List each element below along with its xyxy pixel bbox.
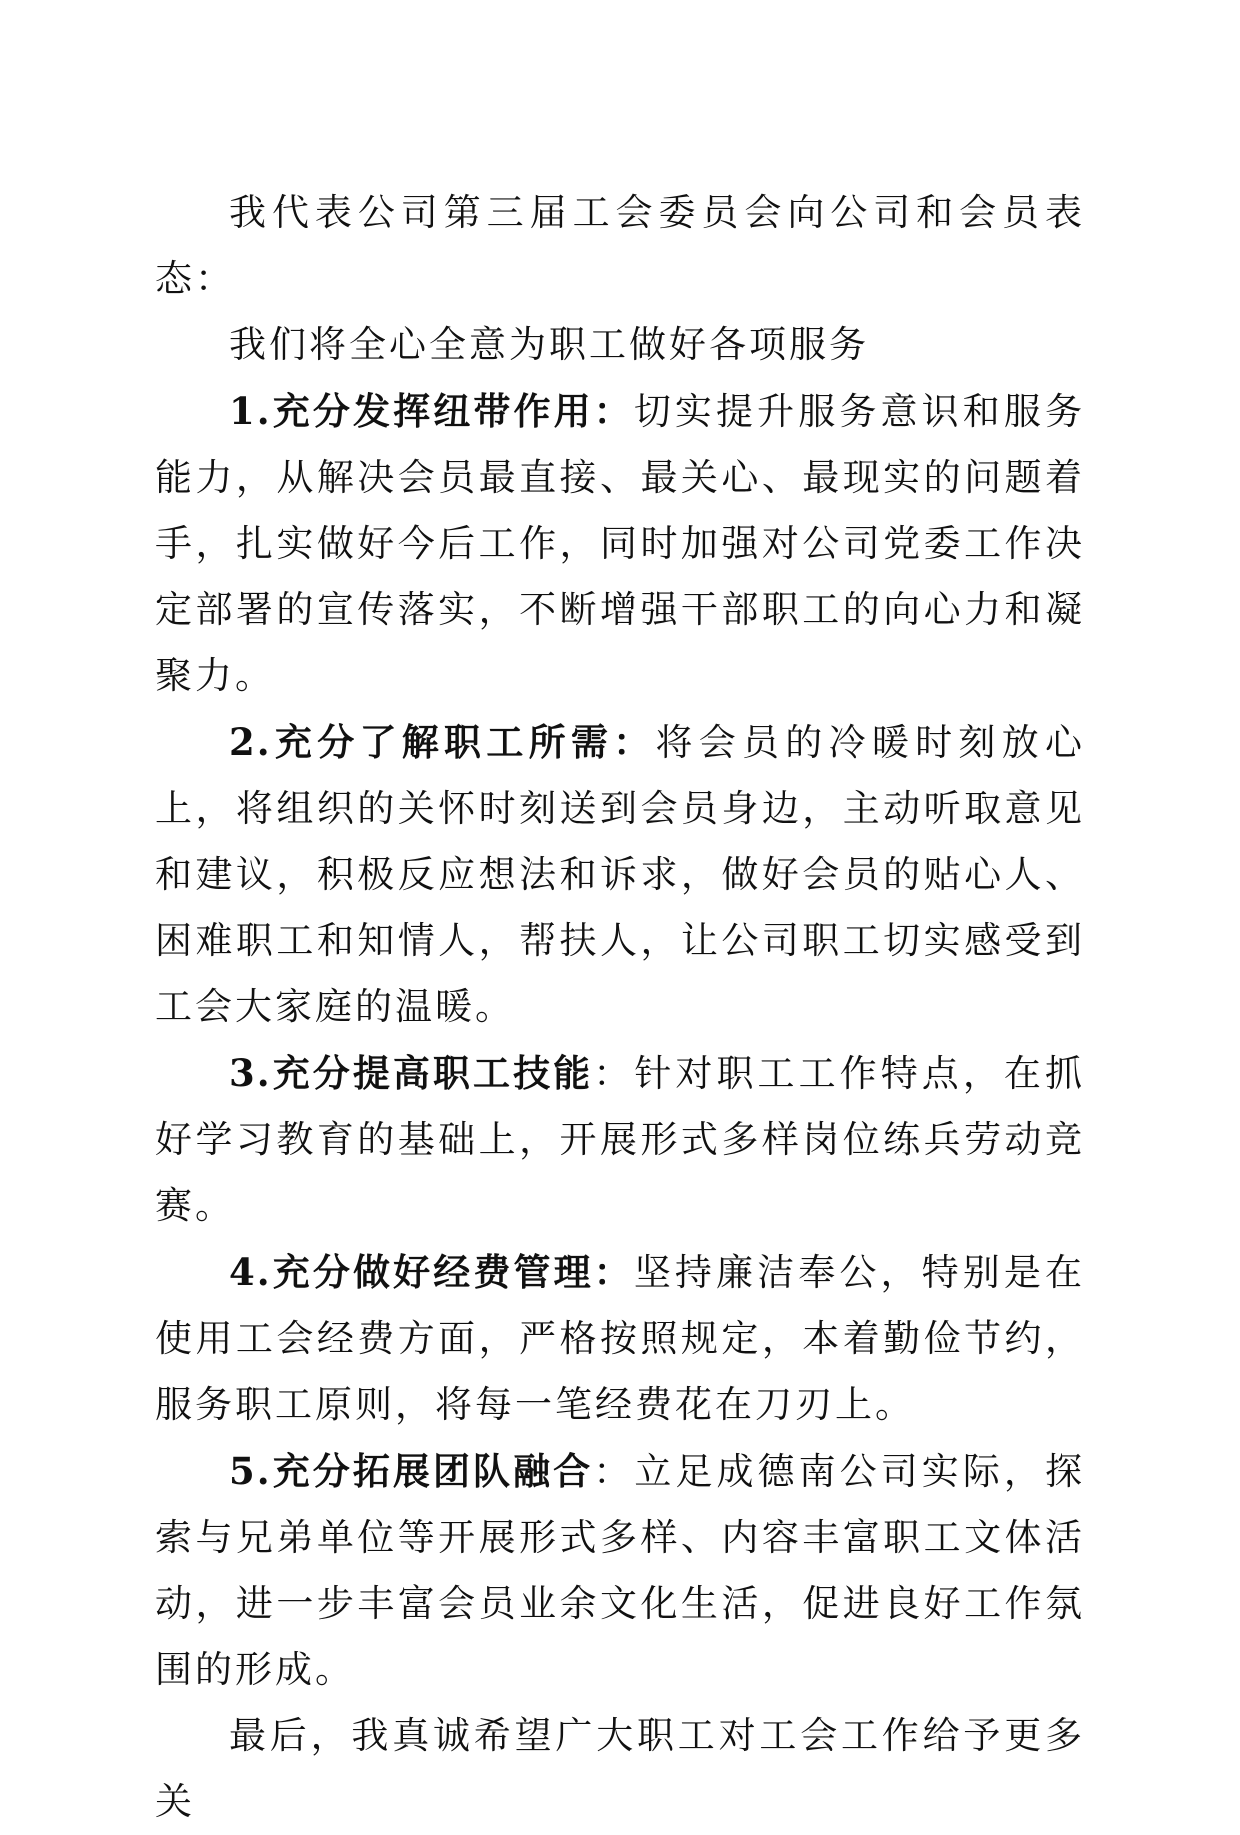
item-text: 坚持廉洁奉公，特别是在使用工会经费方面，严格按照规定，本着勤俭节约，服务职工原则，将每一笔经费花在刀刃上。 xyxy=(155,1251,1085,1426)
paragraph-item-5 xyxy=(155,1438,1085,1703)
item-text: ：针对职工工作特点，在抓好学习教育的基础上，开展形式多样岗位练兵劳动竞赛。 xyxy=(155,1052,1085,1227)
item-text: ：立足成德南公司实际，探索与兄弟单位等开展形式多样、内容丰富职工文体活动，进一步丰富会员业余文化生活，促进良好工作氛围的形成。 xyxy=(155,1450,1085,1691)
paragraph-commitment xyxy=(155,312,1085,378)
document-body xyxy=(155,180,1085,1835)
paragraph-closing xyxy=(155,1703,1085,1835)
paragraph-item-1 xyxy=(155,378,1085,709)
paragraph-text: 我们将全心全意为职工做好各项服务 xyxy=(229,323,869,366)
paragraph-statement xyxy=(155,180,1085,312)
item-text: 将会员的冷暖时刻放心上，将组织的关怀时刻送到会员身边，主动听取意见和建议，积极反应想法和诉求，做好会员的贴心人、困难职工和知情人，帮扶人，让公司职工切实感受到工会大家庭的温暖。 xyxy=(155,721,1085,1028)
item-heading: 1.充分发挥纽带作用： xyxy=(229,389,634,433)
paragraph-text: 最后，我真诚希望广大职工对工会工作给予更多关 xyxy=(155,1714,1085,1823)
paragraph-item-2 xyxy=(155,709,1085,1040)
paragraph-item-3 xyxy=(155,1040,1085,1239)
item-heading: 4.充分做好经费管理： xyxy=(229,1250,634,1294)
paragraph-item-4 xyxy=(155,1239,1085,1438)
item-text: 切实提升服务意识和服务能力，从解决会员最直接、最关心、最现实的问题着手，扎实做好今后工作，同时加强对公司党委工作决定部署的宣传落实，不断增强干部职工的向心力和凝聚力。 xyxy=(155,390,1085,697)
paragraph-text: 我代表公司第三届工会委员会向公司和会员表态： xyxy=(155,191,1085,300)
item-heading: 2.充分了解职工所需： xyxy=(229,720,656,764)
item-heading: 3.充分提高职工技能 xyxy=(229,1051,594,1095)
item-heading: 5.充分拓展团队融合 xyxy=(229,1449,594,1493)
